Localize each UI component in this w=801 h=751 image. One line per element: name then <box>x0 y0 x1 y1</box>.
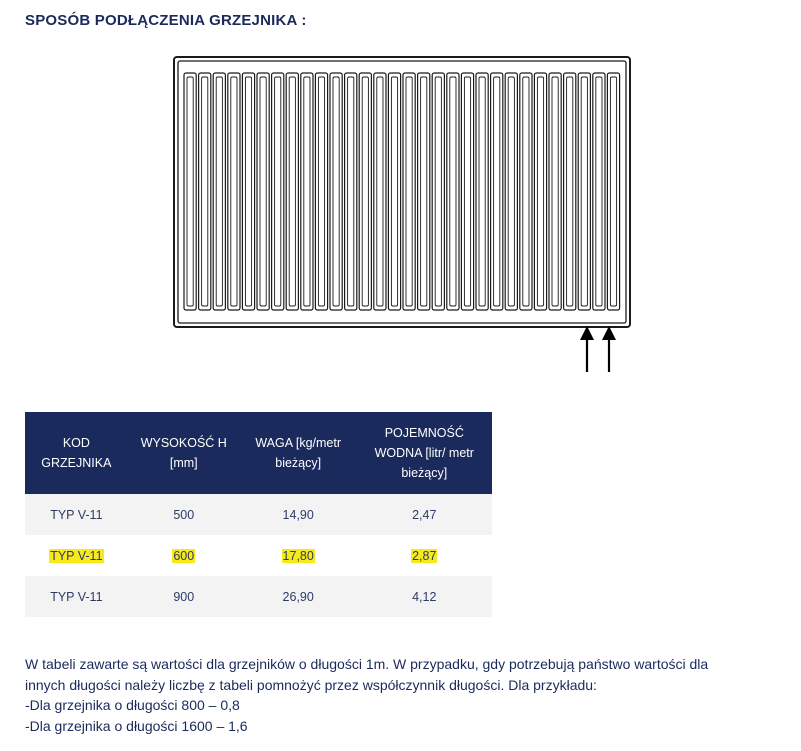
table-row <box>25 494 492 535</box>
radiator-fin <box>447 73 459 310</box>
highlight-mark: 600 <box>173 548 195 563</box>
radiator-fin-inner <box>494 77 500 306</box>
radiator-fin <box>345 73 357 310</box>
radiator-fin <box>257 73 269 310</box>
cell-wysokosc: 900 <box>128 576 240 617</box>
table-row <box>25 576 492 617</box>
radiator-fin <box>549 73 561 310</box>
radiator-fin-inner <box>581 77 587 306</box>
radiator-spec-table <box>25 412 492 617</box>
radiator-fin-inner <box>391 77 397 306</box>
radiator-fin <box>491 73 503 310</box>
radiator-fin-inner <box>216 77 222 306</box>
radiator-fin-inner <box>464 77 470 306</box>
radiator-fin-inner <box>187 77 193 306</box>
radiator-fin <box>330 73 342 310</box>
radiator-fin <box>505 73 517 310</box>
radiator-fin <box>315 73 327 310</box>
radiator-fin <box>476 73 488 310</box>
radiator-fin-inner <box>304 77 310 306</box>
radiator-fin <box>184 73 196 310</box>
note-line: innych długości należy liczbę z tabeli pomnożyć przez współczynnik długości. Dla przykładu: <box>25 676 597 693</box>
length-coefficient-note <box>25 654 785 736</box>
radiator-fin-inner <box>275 77 281 306</box>
radiator-fin <box>213 73 225 310</box>
cell-wysokosc: 500 <box>128 494 240 535</box>
radiator-fin-inner <box>552 77 558 306</box>
table-row-highlighted <box>25 535 492 576</box>
radiator-fin <box>418 73 430 310</box>
cell-waga: 26,90 <box>240 576 357 617</box>
cell-wysokosc <box>128 535 240 576</box>
radiator-fin-inner <box>450 77 456 306</box>
header-waga: WAGA [kg/metr bieżący] <box>240 412 357 494</box>
radiator-fin-inner <box>245 77 251 306</box>
radiator-fin-inner <box>231 77 237 306</box>
radiator-fin <box>403 73 415 310</box>
radiator-fin <box>578 73 590 310</box>
radiator-fin-inner <box>523 77 529 306</box>
radiator-fin-inner <box>567 77 573 306</box>
radiator-fin-inner <box>610 77 616 306</box>
radiator-fin <box>242 73 254 310</box>
radiator-fin <box>199 73 211 310</box>
radiator-fin-inner <box>479 77 485 306</box>
cell-kod: TYP V-11 <box>25 494 128 535</box>
cell-kod <box>25 535 128 576</box>
radiator-fin <box>432 73 444 310</box>
radiator-fin <box>520 73 532 310</box>
cell-pojemnosc: 4,12 <box>357 576 492 617</box>
cell-waga <box>240 535 357 576</box>
header-wysokosc: WYSOKOŚĆ H [mm] <box>128 412 240 494</box>
highlight-mark: 17,80 <box>282 548 314 563</box>
header-pojemnosc: POJEMNOŚĆ WODNA [litr/ metr bieżący] <box>357 412 492 494</box>
cell-pojemnosc <box>357 535 492 576</box>
inlet-arrows-icon <box>580 326 616 372</box>
cell-waga: 14,90 <box>240 494 357 535</box>
radiator-fin-inner <box>377 77 383 306</box>
page-title: SPOSÓB PODŁĄCZENIA GRZEJNIKA : <box>25 12 307 29</box>
table-header-row <box>25 412 492 494</box>
radiator-fin-inner <box>508 77 514 306</box>
radiator-fin-inner <box>406 77 412 306</box>
radiator-fin <box>359 73 371 310</box>
radiator-fin <box>388 73 400 310</box>
radiator-fin-inner <box>289 77 295 306</box>
highlight-mark: 2,87 <box>412 548 437 563</box>
radiator-fin-inner <box>333 77 339 306</box>
radiator-fin-inner <box>348 77 354 306</box>
radiator-outline-icon <box>174 57 630 327</box>
radiator-fin <box>272 73 284 310</box>
radiator-fin <box>534 73 546 310</box>
note-line: -Dla grzejnika o długości 1600 – 1,6 <box>25 717 248 734</box>
radiator-fins <box>184 73 620 310</box>
radiator-fin <box>286 73 298 310</box>
radiator-fin <box>461 73 473 310</box>
radiator-fin-inner <box>362 77 368 306</box>
radiator-fin-inner <box>596 77 602 306</box>
radiator-fin-inner <box>202 77 208 306</box>
radiator-fin <box>301 73 313 310</box>
radiator-fin-inner <box>318 77 324 306</box>
radiator-fin-inner <box>260 77 266 306</box>
radiator-fin-inner <box>435 77 441 306</box>
radiator-fin <box>607 73 619 310</box>
radiator-fin-inner <box>537 77 543 306</box>
note-line: -Dla grzejnika o długości 800 – 0,8 <box>25 697 240 713</box>
highlight-mark: TYP V-11 <box>50 548 103 563</box>
header-kod: KOD GRZEJNIKA <box>25 412 128 494</box>
radiator-fin <box>374 73 386 310</box>
note-line: W tabeli zawarte są wartości dla grzejników o długości 1m. W przypadku, gdy potrzebują państwo wartości dla <box>25 656 709 672</box>
radiator-fin <box>228 73 240 310</box>
radiator-fin <box>593 73 605 310</box>
radiator-fin-inner <box>421 77 427 306</box>
cell-kod: TYP V-11 <box>25 576 128 617</box>
cell-pojemnosc: 2,47 <box>357 494 492 535</box>
radiator-fin <box>564 73 576 310</box>
